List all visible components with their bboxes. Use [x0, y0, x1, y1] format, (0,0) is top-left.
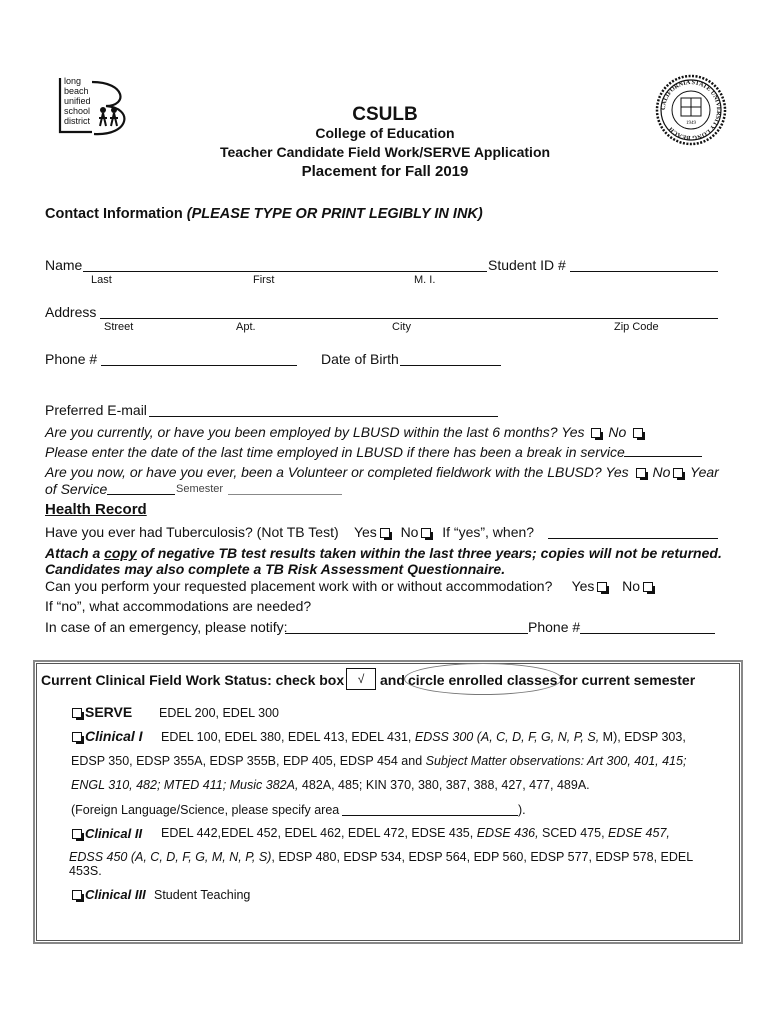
accommodations-needed-label: If “no”, what accommodations are needed?: [45, 598, 312, 614]
emergency-phone-label: Phone #: [528, 619, 581, 635]
c1-a: EDEL 100, EDEL 380, EDEL 413, EDEL 431,: [161, 730, 415, 744]
tb-risk-note: Candidates may also complete a TB Risk Assessment Questionnaire.: [45, 561, 506, 577]
logo-line: beach: [64, 86, 89, 96]
email-field[interactable]: [149, 416, 498, 417]
clinical-1-courses-line2: [71, 754, 686, 768]
circle-example-oval: [404, 663, 562, 695]
clinical-1-checkbox[interactable]: [72, 732, 82, 742]
break-in-service-question: Please enter the date of the last time employed in LBUSD if there has been a break in service: [45, 444, 625, 460]
clinical-1-courses-line1: [161, 730, 686, 744]
semester-field[interactable]: [228, 494, 342, 495]
university-seal: [655, 74, 727, 146]
phone-field[interactable]: [101, 365, 297, 366]
accom-no-checkbox[interactable]: [643, 582, 653, 592]
tb-yes-label: Yes: [353, 524, 377, 540]
contact-heading-note: (PLEASE TYPE OR PRINT LEGIBLY IN INK): [186, 206, 483, 222]
attach-rest: of negative TB test results taken within the last three years; copies will not be returned.: [140, 545, 722, 561]
address-sub-zip: Zip Code: [614, 321, 659, 333]
status-title-circle: circle enrolled classes: [408, 672, 558, 688]
foreign-language-end: ).: [518, 803, 526, 817]
dob-field[interactable]: [400, 365, 501, 366]
clinical-2-courses-line3: 453S.: [69, 864, 102, 878]
emergency-contact-field[interactable]: [285, 633, 528, 634]
clinical-1-label: Clinical I: [85, 728, 143, 744]
attach-instruction: [45, 545, 722, 561]
logo-line: long: [64, 76, 82, 86]
q3-year-label: Year: [690, 464, 719, 480]
address-label: Address: [45, 304, 97, 320]
dob-label: Date of Birth: [321, 351, 399, 367]
tb-question-text: Have you ever had Tuberculosis? (Not TB Test): [45, 524, 339, 540]
seal-graphic: [655, 74, 727, 146]
tb-yes-checkbox[interactable]: [380, 528, 390, 538]
c2-a-italic: EDSE 436,: [476, 826, 539, 840]
clinical-3-option[interactable]: [69, 886, 146, 902]
name-sub-first: First: [253, 274, 275, 286]
page-title: CSULB: [352, 104, 418, 125]
student-id-field[interactable]: [570, 271, 718, 272]
contact-heading: [45, 206, 483, 222]
clinical-3-checkbox[interactable]: [72, 890, 82, 900]
status-title-c: for current semester: [559, 672, 696, 688]
accom-yes-checkbox[interactable]: [597, 582, 607, 592]
tb-when-field[interactable]: [548, 538, 718, 539]
placement-term: Placement for Fall 2019: [301, 163, 469, 180]
c1-b-italic: Subject Matter observations: Art 300, 401, 415;: [425, 754, 687, 768]
seal-text: CALIFORNIA STATE UNIVERSITY LONG BEACH: [659, 78, 723, 142]
contact-heading-text: Contact Information: [45, 206, 183, 222]
service-label: of Service: [45, 481, 108, 497]
attach-copy: copy: [104, 545, 137, 561]
logo-line: school: [64, 106, 91, 116]
email-label: Preferred E-mail: [45, 402, 147, 418]
foreign-language-field[interactable]: [342, 815, 518, 816]
address-sub-apt: Apt.: [236, 321, 256, 333]
clinical-2-label: Clinical II: [85, 826, 143, 841]
serve-option[interactable]: [69, 704, 132, 720]
attach-a: Attach a: [45, 545, 101, 561]
c2-b: , EDSP 480, EDSP 534, EDSP 564, EDP 560, EDSP 577, EDSP 578, EDEL: [271, 850, 694, 864]
c1-c: 482A, 485; KIN 370, 380, 387, 388, 427, 477, 489A.: [298, 778, 590, 792]
accom-no-label: No: [622, 578, 640, 594]
seal-year: 1949: [686, 121, 696, 126]
c2-a: EDEL 442,EDEL 452, EDEL 462, EDEL 472, EDSE 435,: [161, 826, 477, 840]
name-field[interactable]: [83, 271, 487, 272]
c1-b: EDSP 350, EDSP 355A, EDSP 355B, EDP 405, EDSP 454 and: [71, 754, 426, 768]
tb-no-checkbox[interactable]: [421, 528, 431, 538]
logo-line: district: [64, 116, 91, 126]
c2-a-italic2: EDSE 457,: [608, 826, 670, 840]
clinical-3-courses: Student Teaching: [154, 888, 251, 902]
foreign-language-label: (Foreign Language/Science, please specify area: [71, 803, 340, 817]
clinical-2-courses-line2: [69, 850, 693, 864]
c1-a-italic: EDSS 300 (A, C, D, F, G, N, P, S,: [414, 730, 600, 744]
accommodation-question: [45, 578, 656, 594]
tb-no-label: No: [400, 524, 419, 540]
accommodation-text: Can you perform your requested placement work with or without accommodation?: [45, 578, 553, 594]
serve-label: SERVE: [85, 704, 133, 720]
tb-if-yes-label: If “yes”, when?: [442, 524, 535, 540]
q3-no-checkbox[interactable]: [673, 468, 683, 478]
c1-c-italic: ENGL 310, 482; MTED 411; Music 382A,: [71, 778, 299, 792]
address-field[interactable]: [100, 318, 718, 319]
serve-checkbox[interactable]: [72, 708, 82, 718]
q1-no-checkbox[interactable]: [633, 428, 643, 438]
q3-yes-checkbox[interactable]: [636, 468, 646, 478]
status-title-a: Current Clinical Field Work Status: check box: [41, 672, 345, 688]
clinical-1-courses-line3: [71, 778, 590, 792]
q1-yes-checkbox[interactable]: [591, 428, 601, 438]
name-label: Name: [45, 257, 83, 273]
break-date-field[interactable]: [624, 456, 702, 457]
clinical-3-label: Clinical III: [85, 887, 146, 902]
health-heading: Health Record: [45, 501, 147, 518]
address-sub-city: City: [392, 321, 411, 333]
college-name: College of Education: [315, 125, 455, 141]
clinical-2-checkbox[interactable]: [72, 829, 82, 839]
name-sub-last: Last: [91, 274, 112, 286]
serve-courses: EDEL 200, EDEL 300: [159, 706, 279, 720]
application-title: Teacher Candidate Field Work/SERVE Application: [219, 144, 551, 160]
service-year-field[interactable]: [107, 494, 175, 495]
c2-a2: SCED 475,: [538, 826, 609, 840]
status-title-b: and: [380, 672, 405, 688]
lbusd-employed-question: [45, 424, 646, 440]
clinical-2-courses-line1: [161, 826, 670, 840]
phone-label: Phone #: [45, 351, 98, 367]
q3-no-label: No: [652, 464, 671, 480]
tb-question: [45, 524, 534, 540]
c2-b-italic: EDSS 450 (A, C, D, F, G, M, N, P, S): [69, 850, 272, 864]
semester-label: Semester: [176, 483, 224, 495]
emergency-phone-field[interactable]: [580, 633, 715, 634]
clinical-2-option[interactable]: [69, 825, 142, 841]
c1-a-end: M), EDSP 303,: [599, 730, 686, 744]
student-id-label: Student ID #: [488, 257, 566, 273]
name-sub-mi: M. I.: [414, 274, 436, 286]
clinical-1-option[interactable]: [69, 728, 143, 744]
accom-yes-label: Yes: [571, 578, 595, 594]
q3-text: Are you now, or have you ever, been a Volunteer or completed fieldwork with the LBUSD? Yes: [45, 464, 629, 480]
address-sub-street: Street: [104, 321, 134, 333]
volunteer-question: [45, 464, 719, 480]
check-example-box: √: [346, 668, 376, 690]
q1-no-label: No: [608, 424, 627, 440]
q1-text: Are you currently, or have you been employed by LBUSD within the last 6 months? Yes: [45, 424, 585, 440]
logo-line: unified: [64, 96, 91, 106]
emergency-label: In case of an emergency, please notify:: [45, 619, 288, 635]
